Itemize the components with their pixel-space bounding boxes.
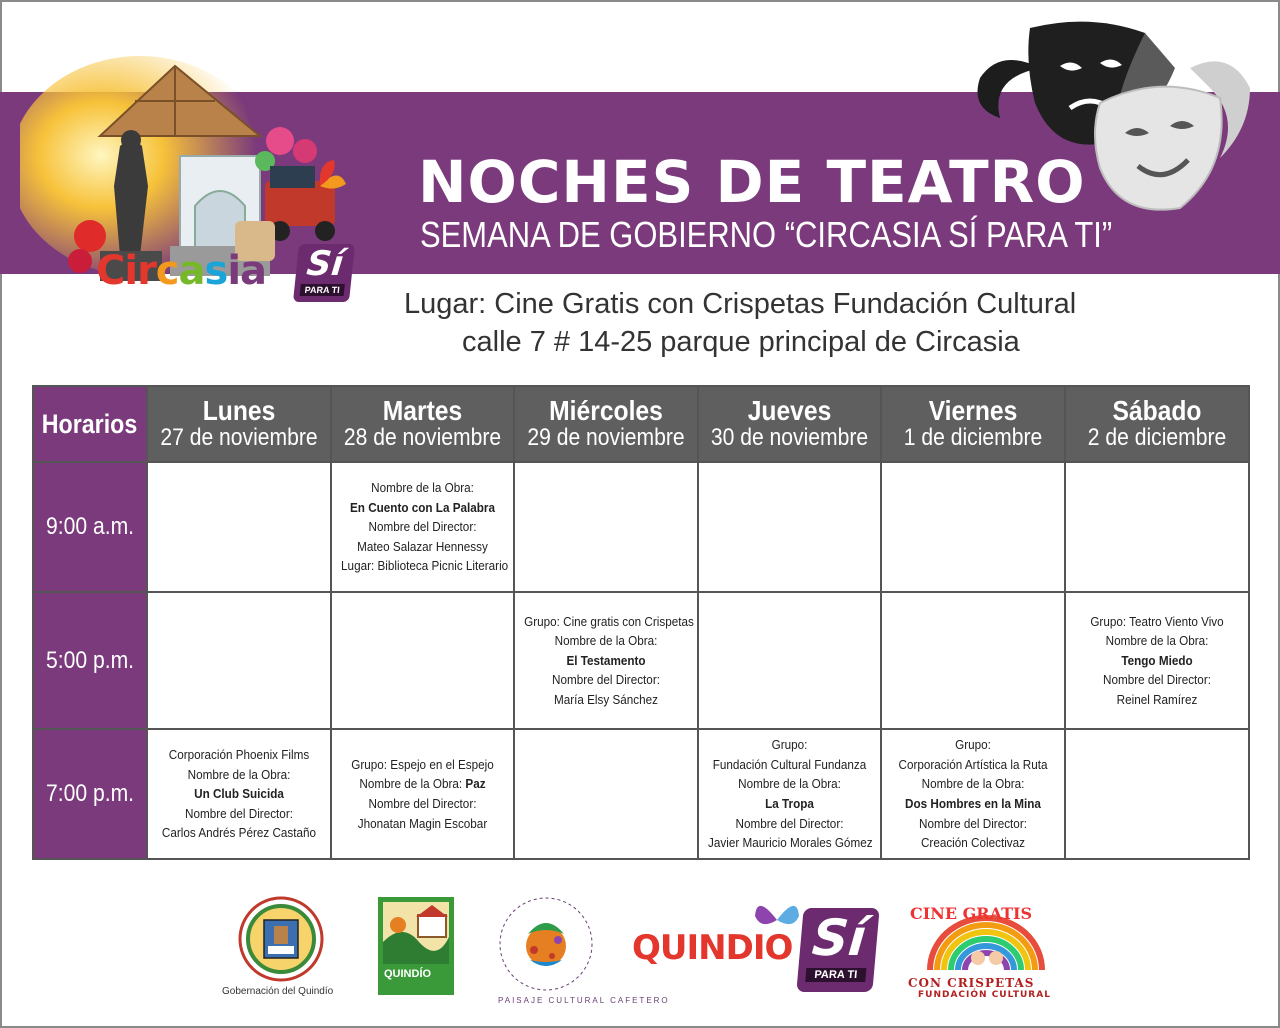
event-cell-la-tropa: Grupo: Fundación Cultural Fundanza Nombre de la Obra: La Tropa Nombre del Director: Javier Mauricio Morales Gómez	[698, 729, 881, 859]
event-cell-en-cuento: Nombre de la Obra: En Cuento con La Palabra Nombre del Director: Mateo Salazar Hennessy Lugar: Biblioteca Picnic Literario	[331, 462, 514, 592]
day-header-sabado: Sábado 2 de diciembre	[1065, 386, 1249, 462]
venue-line: Lugar: Cine Gratis con Crispetas Fundación Cultural	[404, 288, 1077, 320]
schedule-cell-empty	[147, 592, 331, 729]
paisaje-cultural-cafetero-logo	[496, 894, 596, 994]
quindio-wordmark: QUINDIO	[632, 928, 793, 968]
quindio-card-logo	[378, 897, 454, 995]
time-slot-1700: 5:00 p.m.	[33, 592, 147, 729]
quindio-si-badge: Sí PARA TI	[796, 908, 879, 992]
time-slot-0900: 9:00 a.m.	[33, 462, 147, 592]
gobernacion-label: Gobernación del Quindío	[222, 986, 334, 997]
gobernacion-seal-icon	[238, 896, 324, 982]
event-title: NOCHES DE TEATRO	[418, 148, 1086, 216]
horarios-header: Horarios	[33, 386, 147, 462]
con-crispetas-label: CON CRISPETAS	[908, 976, 1035, 990]
schedule-cell-empty	[1065, 462, 1249, 592]
schedule-cell-empty	[514, 729, 698, 859]
day-header-martes: Martes 28 de noviembre	[331, 386, 514, 462]
paisaje-label: PAISAJE CULTURAL CAFETERO	[498, 996, 670, 1005]
event-cell-un-club-suicida: Corporación Phoenix Films Nombre de la Obra: Un Club Suicida Nombre del Director: Carlos Andrés Pérez Castaño	[147, 729, 331, 859]
schedule-cell-empty	[514, 462, 698, 592]
event-cell-tengo-miedo: Grupo: Teatro Viento Vivo Nombre de la Obra: Tengo Miedo Nombre del Director: Reinel Ramírez	[1065, 592, 1249, 729]
day-header-lunes: Lunes 27 de noviembre	[147, 386, 331, 462]
cine-gratis-label: CINE GRATIS	[910, 904, 1033, 923]
quindio-card-label: QUINDÍO	[384, 968, 432, 980]
event-cell-dos-hombres: Grupo: Corporación Artística la Ruta Nombre de la Obra: Dos Hombres en la Mina Nombre del Director: Creación Colectivaz	[881, 729, 1065, 859]
day-header-jueves: Jueves 30 de noviembre	[698, 386, 881, 462]
event-cell-el-testamento: Grupo: Cine gratis con Crispetas Nombre de la Obra: El Testamento Nombre del Director: María Elsy Sánchez	[514, 592, 698, 729]
day-header-miercoles: Miércoles 29 de noviembre	[514, 386, 698, 462]
si-para-ti-badge: Sí PARA TI	[293, 244, 355, 302]
schedule-cell-empty	[881, 462, 1065, 592]
schedule-cell-empty	[698, 592, 881, 729]
fundacion-cultural-label: FUNDACIÓN CULTURAL	[918, 990, 1051, 1000]
schedule-table	[32, 385, 1250, 860]
schedule-cell-empty	[881, 592, 1065, 729]
address-line: calle 7 # 14-25 parque principal de Circasia	[462, 326, 1020, 358]
circasia-wordmark: Circasia	[96, 248, 267, 294]
day-header-viernes: Viernes 1 de diciembre	[881, 386, 1065, 462]
event-cell-paz: Grupo: Espejo en el Espejo Nombre de la Obra: Paz Nombre del Director: Jhonatan Magin Escobar	[331, 729, 514, 859]
event-subtitle: SEMANA DE GOBIERNO “CIRCASIA SÍ PARA TI”	[420, 214, 1113, 255]
time-slot-1900: 7:00 p.m.	[33, 729, 147, 859]
schedule-cell-empty	[331, 592, 514, 729]
schedule-cell-empty	[1065, 729, 1249, 859]
butterfly-icon	[752, 898, 802, 938]
schedule-cell-empty	[698, 462, 881, 592]
schedule-cell-empty	[147, 462, 331, 592]
